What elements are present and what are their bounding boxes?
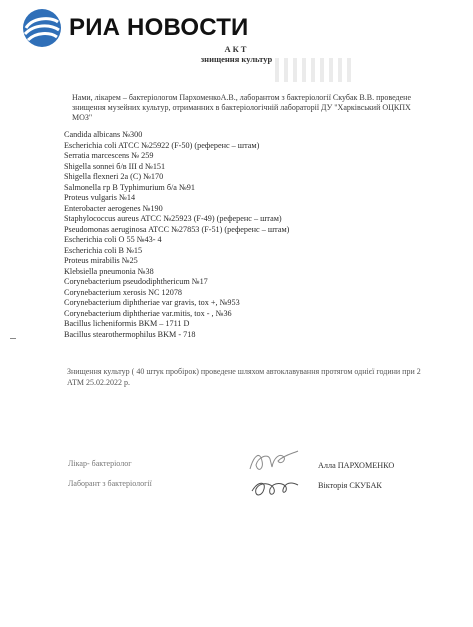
bleed-through-mark <box>275 58 355 82</box>
list-item: Serratia marcescens № 259 <box>64 151 154 160</box>
list-item: Corynebacterium xerosis NC 12078 <box>64 287 183 297</box>
list-item: Candida albicans №300 <box>64 130 143 139</box>
signatory-name: Вікторія СКУБАК <box>318 481 382 490</box>
margin-mark <box>10 338 16 339</box>
list-item: Corynebacterium diphtheriae var.mitis, tox - , №36 <box>64 308 232 318</box>
list-item: Escherichia coli O 55 №43- 4 <box>64 235 162 244</box>
list-item: Proteus vulgaris №14 <box>64 193 136 202</box>
list-item: Bacillus licheniformis BKM – 1711 D <box>64 319 190 328</box>
ria-novosti-logo <box>22 8 277 48</box>
list-item: Corynebacterium diphtheriae var gravis, tox +, №953 <box>64 298 240 307</box>
handwritten-signature <box>244 473 304 503</box>
list-item: Pseudomonas aeruginosa ATCC №27853 (F-51) (референс – штам) <box>64 224 290 234</box>
list-item: Salmonella гр В Typhimurium б/а №91 <box>64 182 195 192</box>
document-subtitle: знищення культур <box>200 54 273 64</box>
intro-paragraph: Нами, лікарем – бактеріологом ПархоменкоА.В., лаборантом з бактеріології Скубак В.В. проведене знищення музейних культур, отриманних в бактеріологічній лабораторії ДУ "Харківський ОЦКПХ МОЗ" <box>72 93 412 122</box>
list-item: Corynebacterium pseudodiphthericum №17 <box>64 277 208 286</box>
list-item: Escherichia coli ATCC №25922 (F-50) (референс – штам) <box>64 140 260 150</box>
list-item: Shigella flexneri 2a (C) №170 <box>64 172 164 181</box>
list-item: Escherichia coli B №15 <box>64 245 143 255</box>
logo-wordmark: РИА НОВОСТИ <box>69 14 249 41</box>
cultures-list <box>64 130 394 340</box>
list-item: Klebsiella pneumonia №38 <box>64 266 154 276</box>
signatory-role: Лікар- бактеріолог <box>68 459 132 468</box>
list-item: Proteus mirabilis №25 <box>64 256 138 265</box>
globe-logo-icon <box>22 8 62 48</box>
signatory-role: Лаборант з бактеріології <box>68 479 152 488</box>
list-item: Bacillus stearothermophilus BKM - 718 <box>64 329 196 339</box>
document-title: АКТ <box>224 44 249 54</box>
list-item: Shigella sonnei б/в III d №151 <box>64 161 166 171</box>
signatory-name: Алла ПАРХОМЕНКО <box>318 461 395 470</box>
list-item: Staphylococcus aureus ATCC №25923 (F-49) (референс – штам) <box>64 214 282 223</box>
list-item: Enterobacter aerogenes №190 <box>64 203 163 213</box>
closing-paragraph: Знищення культур ( 40 штук пробірок) проведене шляхом автоклавування протягом однієї години при 2 АТМ 25.02.2022 р. <box>67 367 421 387</box>
